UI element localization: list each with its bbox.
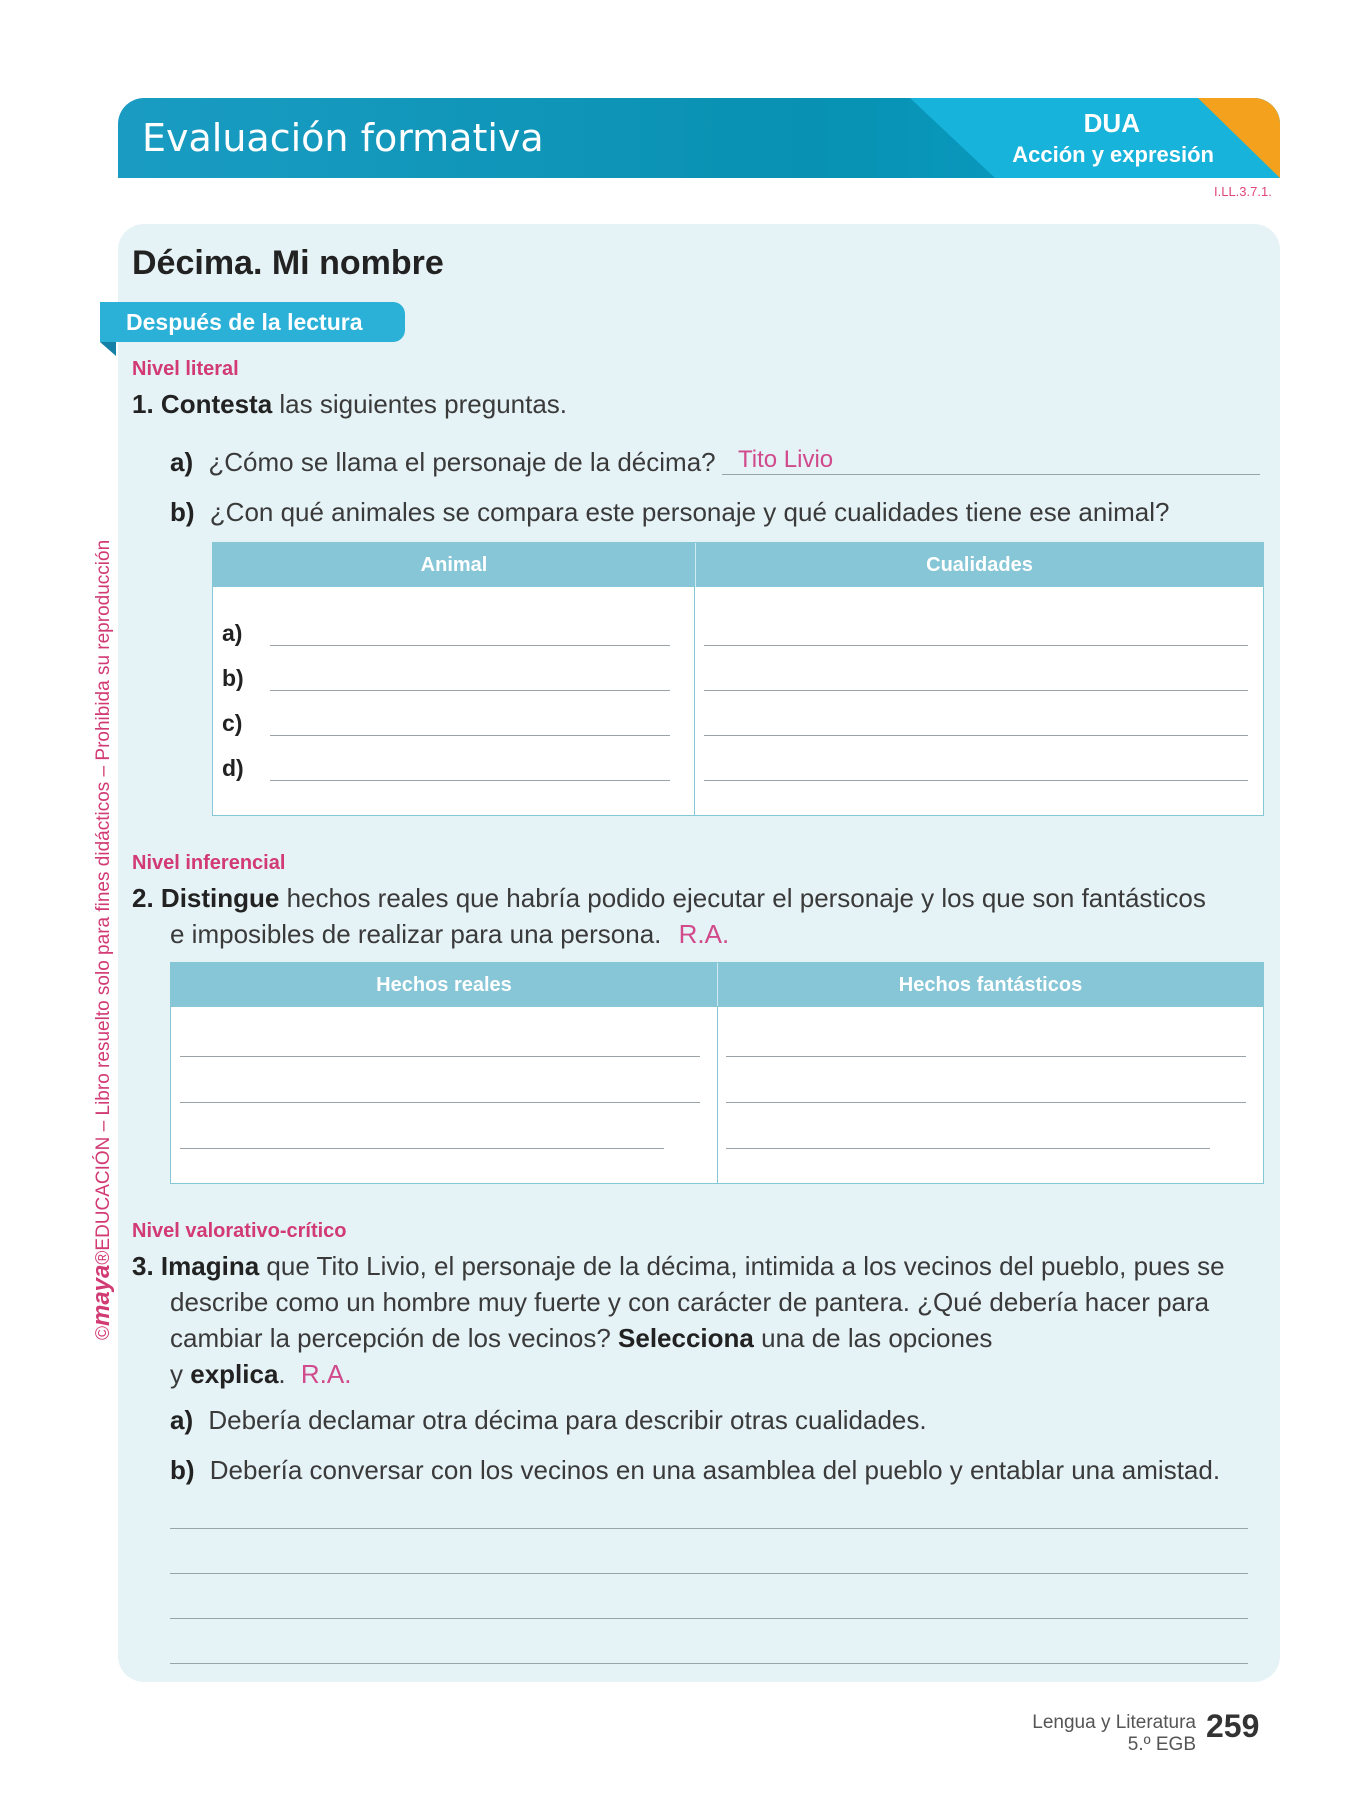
activity-title: Décima. Mi nombre <box>132 244 444 282</box>
question-verb: Distingue <box>160 883 280 913</box>
dua-subtitle: Acción y expresión <box>1012 142 1214 167</box>
animal-qualities-table <box>212 542 1264 816</box>
skill-code: I.LL.3.7.1. <box>1214 184 1272 199</box>
column-divider <box>717 1006 718 1184</box>
question-text: cambiar la percepción de los vecinos? <box>170 1323 619 1353</box>
answer-line[interactable] <box>180 1148 664 1149</box>
answer-line[interactable] <box>170 1663 1248 1664</box>
option-text: Debería conversar con los vecinos en una asamblea del pueblo y entablar una amistad. <box>209 1455 1221 1485</box>
answer-line[interactable] <box>726 1056 1246 1057</box>
question-verb: Selecciona <box>618 1323 754 1353</box>
question-3-line3 <box>170 1320 992 1356</box>
answer-line[interactable] <box>704 735 1248 736</box>
answer-line[interactable] <box>726 1102 1246 1103</box>
ra-note: R.A. <box>678 919 730 949</box>
question-number: 1. <box>132 389 154 419</box>
question-verb: Imagina <box>160 1251 260 1281</box>
column-header: Cualidades <box>926 554 1033 576</box>
question-number: 3. <box>132 1251 154 1281</box>
answer-line[interactable] <box>270 780 670 781</box>
answer-line[interactable] <box>270 690 670 691</box>
question-2 <box>132 880 1262 916</box>
answer-line[interactable] <box>726 1148 1210 1149</box>
column-header: Hechos fantásticos <box>898 974 1083 996</box>
page-title: Evaluación formativa <box>142 116 544 160</box>
copyright-symbol: © <box>93 1326 114 1340</box>
question-3-line2: describe como un hombre muy fuerte y con carácter de pantera. ¿Qué debería hacer para <box>170 1287 1210 1317</box>
answer-line[interactable] <box>722 474 1260 475</box>
question-1 <box>132 386 567 422</box>
item-label: b) <box>170 497 195 527</box>
question-1b <box>170 494 1169 530</box>
question-number: 2. <box>132 883 154 913</box>
brand-logo: maya <box>88 1264 115 1326</box>
question-text: e imposibles de realizar para una persona. <box>170 919 662 949</box>
answer-line[interactable] <box>170 1528 1248 1529</box>
question-3-line4 <box>170 1356 351 1392</box>
question-text: y <box>170 1359 191 1389</box>
question-text: que Tito Livio, el personaje de la décima, intimida a los vecinos del pueblo, pues se <box>259 1251 1225 1281</box>
answer-line[interactable] <box>180 1056 700 1057</box>
dua-label: DUA <box>1083 108 1140 138</box>
item-label: a) <box>170 447 194 477</box>
answer-text: Tito Livio <box>738 446 834 473</box>
footer-subject: Lengua y Literatura <box>1032 1712 1196 1733</box>
option-text: Debería declamar otra décima para describir otras cualidades. <box>208 1405 927 1435</box>
item-text: ¿Con qué animales se compara este personaje y qué cualidades tiene ese animal? <box>209 497 1170 527</box>
level-label-inferencial: Nivel inferencial <box>132 852 286 874</box>
answer-line[interactable] <box>170 1573 1248 1574</box>
answer-line[interactable] <box>180 1102 700 1103</box>
answer-line[interactable] <box>170 1618 1248 1619</box>
copyright-sidebar <box>88 540 116 1340</box>
option-b[interactable] <box>170 1452 1220 1488</box>
answer-line[interactable] <box>704 690 1248 691</box>
question-text: hechos reales que habría podido ejecutar el personaje y los que son fantásticos <box>279 883 1206 913</box>
footer-grade: 5.º EGB <box>1127 1734 1196 1755</box>
column-header: Hechos reales <box>376 974 512 996</box>
question-text: . <box>278 1359 286 1389</box>
option-a[interactable] <box>170 1402 927 1438</box>
question-verb: explica <box>190 1359 279 1389</box>
question-text: las siguientes preguntas. <box>272 389 568 419</box>
header-banner <box>118 98 1280 178</box>
column-divider <box>694 586 695 816</box>
question-2-line2 <box>170 916 729 952</box>
copyright-text: EDUCACIÓN – Libro resuelto solo para fines didácticos – Prohibida su reproducción <box>93 539 114 1251</box>
answer-line[interactable] <box>270 645 670 646</box>
question-verb: Contesta <box>160 389 273 419</box>
ra-note: R.A. <box>300 1359 352 1389</box>
row-label: b) <box>222 665 244 691</box>
option-label: a) <box>170 1405 194 1435</box>
answer-line[interactable] <box>704 645 1248 646</box>
question-3 <box>132 1248 1272 1284</box>
item-text: ¿Cómo se llama el personaje de la décima? <box>208 447 716 477</box>
question-1a <box>170 444 716 480</box>
question-text: una de las opciones <box>753 1323 993 1353</box>
registered-symbol: ® <box>93 1250 114 1265</box>
answer-line[interactable] <box>270 735 670 736</box>
table-header <box>171 963 1263 1007</box>
level-label-literal: Nivel literal <box>132 358 239 380</box>
section-pill: Después de la lectura <box>100 302 405 342</box>
table-header <box>213 543 1263 587</box>
level-label-valorativo: Nivel valorativo-crítico <box>132 1220 347 1242</box>
section-pill-fold <box>100 342 116 356</box>
answer-line[interactable] <box>704 780 1248 781</box>
page-number: 259 <box>1206 1708 1260 1744</box>
row-label: a) <box>222 620 243 646</box>
row-label: d) <box>222 755 244 781</box>
row-label: c) <box>222 710 243 736</box>
column-header: Animal <box>420 554 488 576</box>
option-label: b) <box>170 1455 195 1485</box>
